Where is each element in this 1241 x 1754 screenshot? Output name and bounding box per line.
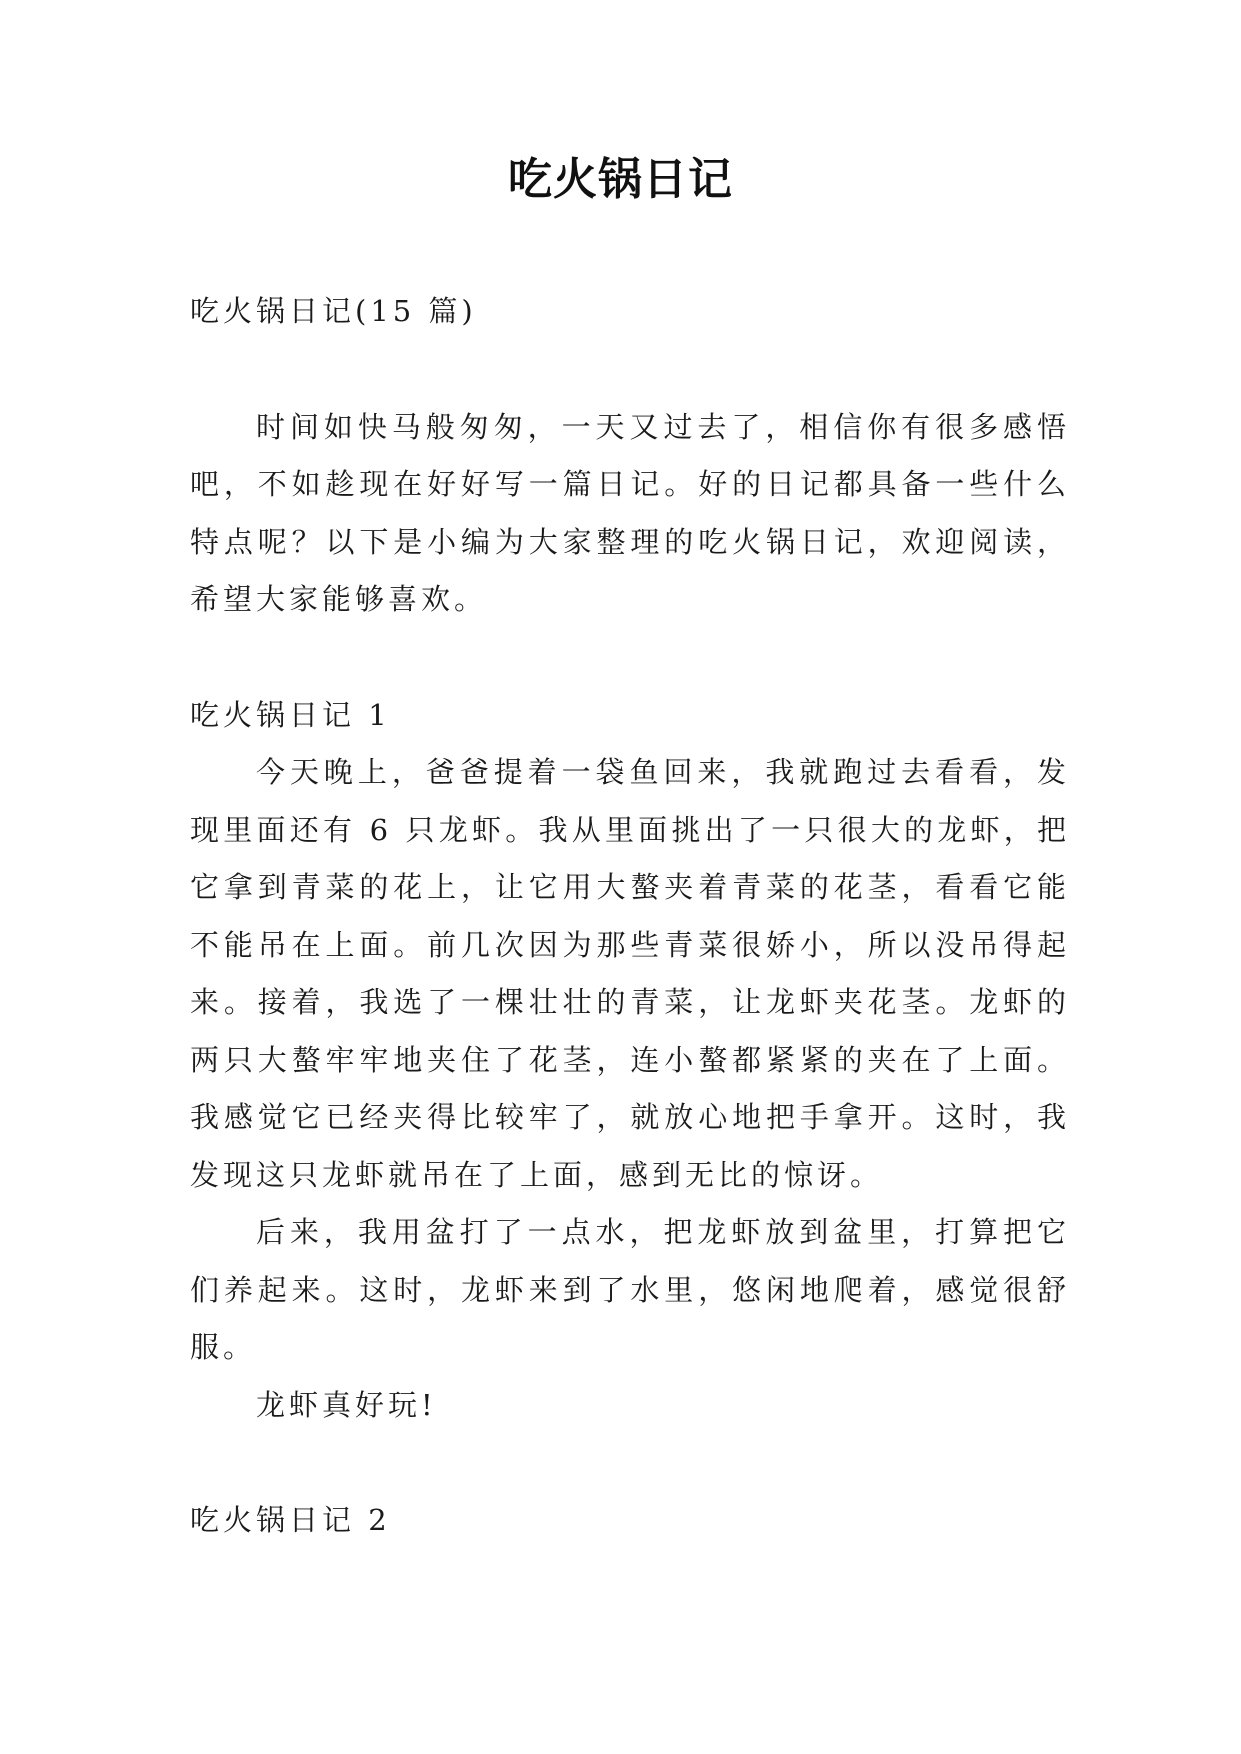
document-title: 吃火锅日记 — [508, 154, 733, 205]
section-1-paragraph-3: 龙虾真好玩! — [256, 1387, 437, 1422]
document-subtitle: 吃火锅日记(15 篇) — [190, 294, 477, 328]
document-body — [190, 283, 1070, 1550]
section-heading-1: 吃火锅日记 1 — [190, 697, 391, 732]
section-heading-2: 吃火锅日记 2 — [190, 1503, 391, 1537]
intro-paragraph: 时间如快马般匆匆，一天又过去了，相信你有很多感悟吧，不如趁现在好好写一篇日记。好的日记都具备一些什么特点呢？以下是小编为大家整理的吃火锅日记，欢迎阅读，希望大家能够喜欢。 — [190, 409, 1070, 616]
section-1-paragraph-1: 今天晚上，爸爸提着一袋鱼回来，我就跑过去看看，发现里面还有 6 只龙虾。我从里面挑出了一只很大的龙虾，把它拿到青菜的花上，让它用大螯夹着青菜的花茎，看看它能不能吊在上面。前几次因为那些青菜很娇小，所以没吊得起来。接着，我选了一棵壮壮的青菜，让龙虾夹花茎。龙虾的两只大螯牢牢地夹住了花茎，连小螯都紧紧的夹在了上面。我感觉它已经夹得比较牢了，就放心地把手拿开。这时，我发现这只龙虾就吊在了上面，感到无比的惊讶。 — [190, 755, 1070, 1192]
section-1-paragraph-2: 后来，我用盆打了一点水，把龙虾放到盆里，打算把它们养起来。这时，龙虾来到了水里，悠闲地爬着，感觉很舒服。 — [190, 1215, 1070, 1364]
